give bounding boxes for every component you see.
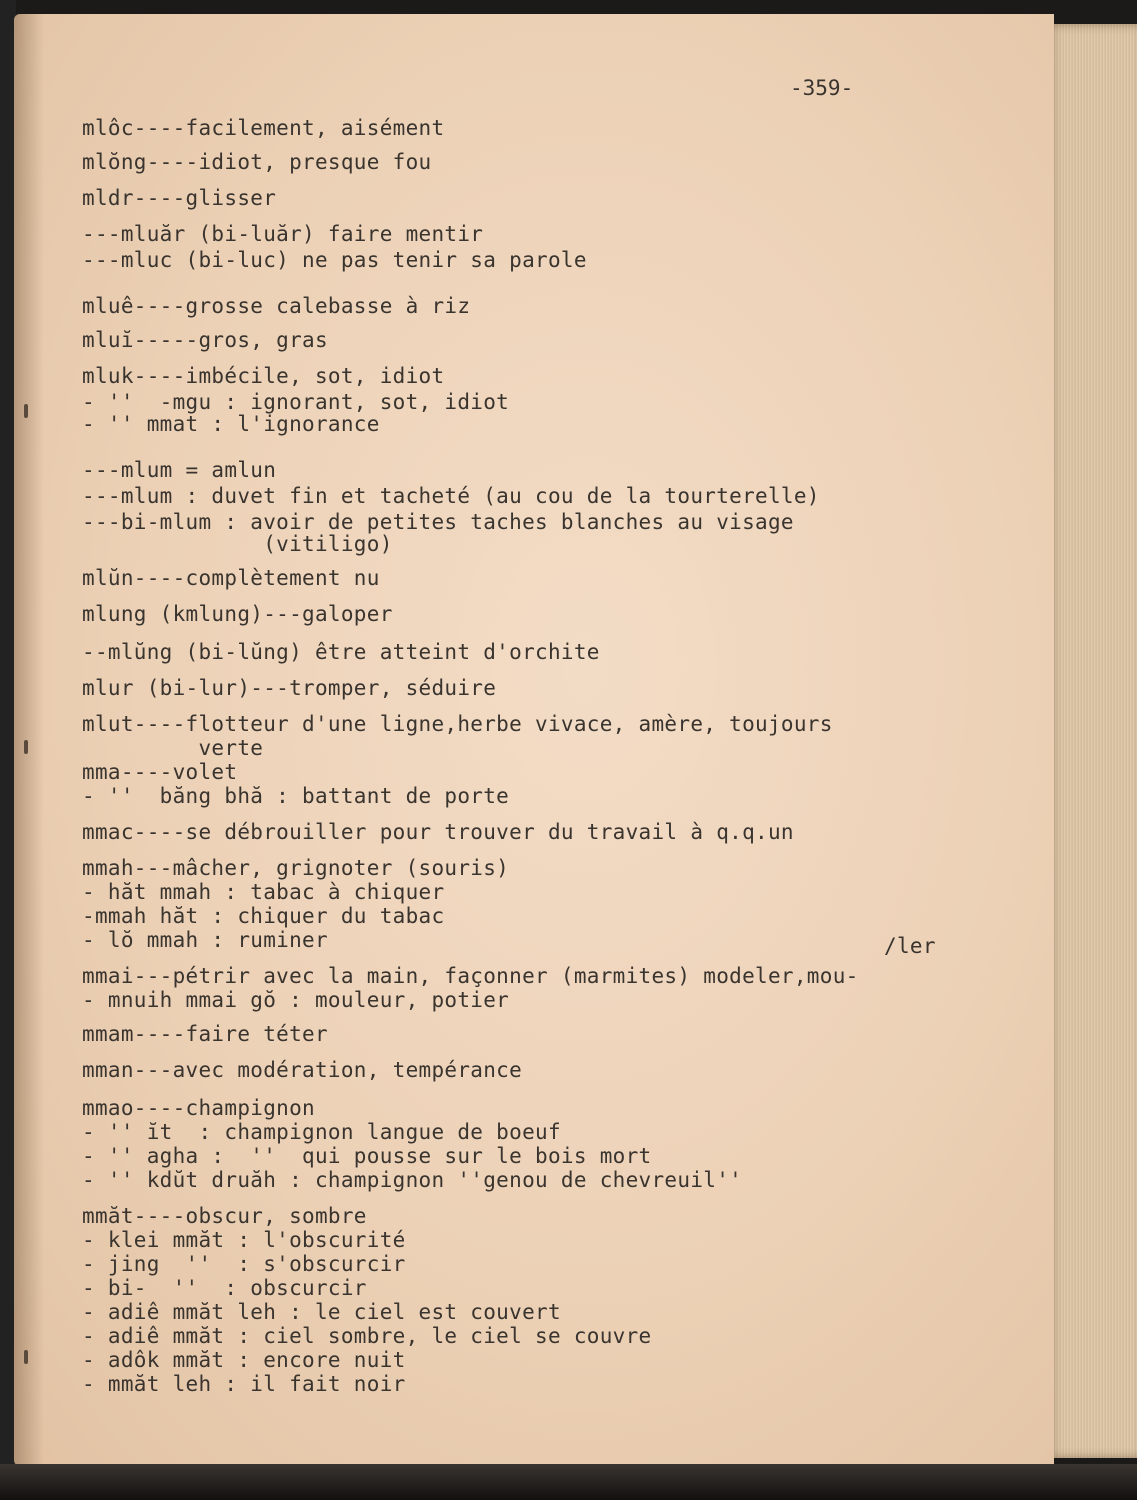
entry-mluk-line: - '' -mgu : ignorant, sot, idiot (82, 390, 510, 414)
entry-mmao-line: - '' ĭt : champignon langue de boeuf (82, 1120, 561, 1144)
entry-mmao-line: - '' agha : '' qui pousse sur le bois mort (82, 1144, 652, 1168)
entry-mluar-line: ---mluăr (bi-luăr) faire mentir (82, 222, 484, 246)
entry-mlur: mlur (bi-lur)---tromper, séduire (82, 676, 497, 700)
entry-mmat-line: - jing '' : s'obscurcir (82, 1252, 406, 1276)
entry-mmat-line: mmăt----obscur, sombre (82, 1204, 367, 1228)
entry-mlung-2: --mlŭng (bi-lŭng) être atteint d'orchite (82, 640, 600, 664)
entry-mlung: mlung (kmlung)---galoper (82, 602, 393, 626)
entry-mluar-line: ---mluc (bi-luc) ne pas tenir sa parole (82, 248, 587, 272)
entry-mmat-line: - adiê mmăt : ciel sombre, le ciel se couvre (82, 1324, 652, 1348)
entry-mmat-line: - adiê mmăt leh : le ciel est couvert (82, 1300, 561, 1324)
entry-mlum-line: ---mlum : duvet fin et tacheté (au cou de la tourterelle) (82, 484, 820, 508)
page-edges (1046, 24, 1137, 1458)
binding-mark (24, 404, 28, 418)
entry-mlui: mluĭ-----gros, gras (82, 328, 328, 352)
entry-mlun: mlŭn----complètement nu (82, 566, 380, 590)
entry-mma-line: mma----volet (82, 760, 238, 784)
entry-mmai-line: mmai---pétrir avec la main, façonner (marmites) modeler,mou- (82, 964, 859, 988)
entry-mlut-line: verte (82, 736, 264, 760)
entry-mmac: mmac----se débrouiller pour trouver du travail à q.q.un (82, 820, 794, 844)
entry-mluk-line: mluk----imbécile, sot, idiot (82, 364, 445, 388)
entry-mmao-line: mmao----champignon (82, 1096, 315, 1120)
entry-mmao-line: - '' kdŭt druăh : champignon ''genou de chevreuil'' (82, 1168, 743, 1192)
entry-mmat-line: - klei mmăt : l'obscurité (82, 1228, 406, 1252)
entry-mldr: mldr----glisser (82, 186, 277, 210)
entry-mmat-line: - adôk mmăt : encore nuit (82, 1348, 406, 1372)
entry-mlum-line: ---bi-mlum : avoir de petites taches blanches au visage (82, 510, 794, 534)
entry-mmam: mmam----faire téter (82, 1022, 328, 1046)
entry-mman: mman---avec modération, tempérance (82, 1058, 523, 1082)
entry-mlum-line: (vitiligo) (82, 532, 393, 556)
binding-mark (24, 740, 28, 754)
entry-mmat-line: - mmăt leh : il fait noir (82, 1372, 406, 1396)
entry-mloc: mlôc----facilement, aisément (82, 116, 445, 140)
book-bottom-shadow (0, 1464, 1137, 1500)
entry-mmah-line: - lŏ mmah : ruminer (82, 928, 328, 952)
entry-mlum-line: ---mlum = amlun (82, 458, 277, 482)
margin-note: /ler (884, 934, 936, 958)
entry-mmat-line: - bi- '' : obscurcir (82, 1276, 367, 1300)
entry-mlong: mlŏng----idiot, presque fou (82, 150, 432, 174)
entry-mlue: mluê----grosse calebasse à riz (82, 294, 471, 318)
entry-mluk-line: - '' mmat : l'ignorance (82, 412, 380, 436)
entry-mmai-line: - mnuih mmai gŏ : mouleur, potier (82, 988, 510, 1012)
entry-mlut-line: mlut----flotteur d'une ligne,herbe vivace, amère, toujours (82, 712, 833, 736)
page-number: -359- (790, 76, 854, 100)
binding-mark (24, 1350, 28, 1364)
entry-mmah-line: - hăt mmah : tabac à chiquer (82, 880, 445, 904)
dictionary-page (14, 14, 1054, 1466)
entry-mmah-line: mmah---mâcher, grignoter (souris) (82, 856, 510, 880)
entry-mmah-line: -mmah hăt : chiquer du tabac (82, 904, 445, 928)
entry-mma-line: - '' băng bhă : battant de porte (82, 784, 510, 808)
